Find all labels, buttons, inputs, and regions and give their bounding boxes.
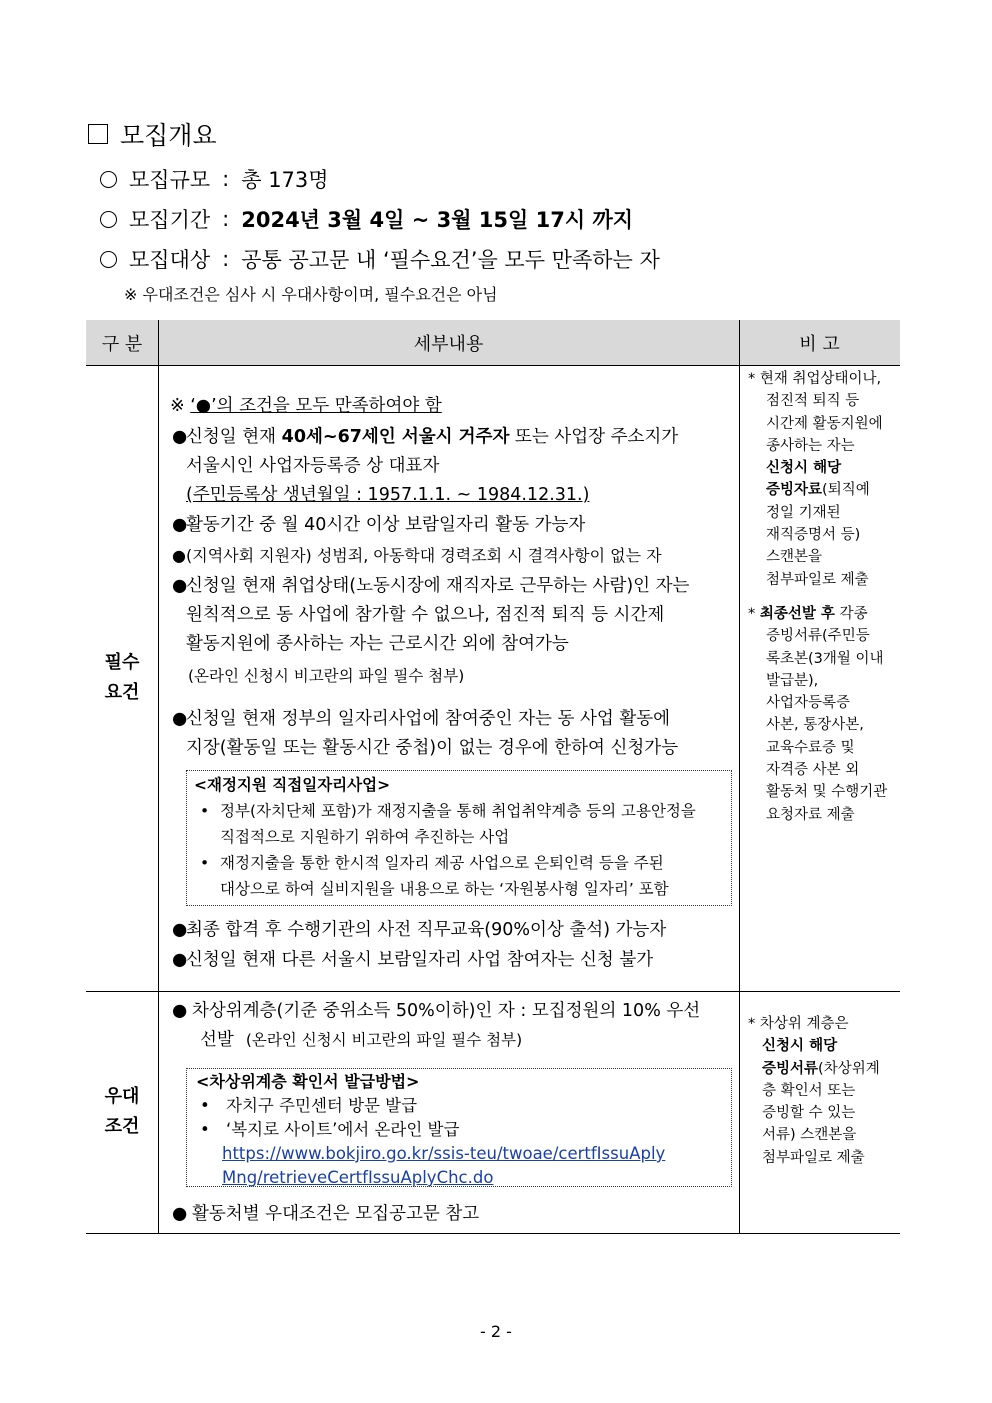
- text: 발급분),: [766, 672, 819, 689]
- required-item-7: [172, 946, 653, 975]
- section-title-text: 모집개요: [120, 121, 217, 150]
- bullet-dot-icon: •: [200, 802, 210, 820]
- text: 스캔본을: [766, 549, 823, 566]
- required-item-3: [172, 541, 662, 570]
- text: 대상으로 하여 실비지원을 내용으로 하는 ‘자원봉사형 일자리’ 포함: [220, 880, 669, 898]
- checkbox-square-icon: [88, 124, 108, 144]
- bullet-dot-icon: ●: [172, 709, 188, 729]
- section-title: [88, 116, 217, 152]
- required-item-2: [172, 511, 585, 540]
- text: 사본, 통장사본,: [766, 717, 864, 734]
- page-number: - 2 -: [480, 1322, 512, 1341]
- bullet-dot-icon: ●: [172, 515, 188, 535]
- certificate-method-content: [196, 1070, 665, 1190]
- attach-note: (온라인 신청시 비고란의 파일 필수 첨부): [188, 667, 465, 685]
- preferred-remarks: [748, 1013, 880, 1169]
- text: 증빙할 수 있는: [762, 1105, 856, 1122]
- required-item-5: [172, 705, 678, 763]
- scale-label: 모집규모: [129, 168, 211, 192]
- text: 증빙서류(주민등: [766, 628, 870, 645]
- required-item-6: [172, 916, 666, 945]
- text-bold: 증빙자료: [766, 482, 823, 499]
- bullet-dot-icon: ●: [172, 1204, 188, 1224]
- category-required: [86, 648, 158, 708]
- colon: :: [222, 247, 230, 271]
- required-remarks-2: [748, 603, 887, 826]
- category-line: 우대: [104, 1086, 140, 1107]
- text: 점진적 퇴직 등: [766, 393, 860, 410]
- bullet-dot-icon: ●: [172, 1001, 188, 1021]
- text-bold: 40세~67세인 서울시 거주자: [281, 427, 510, 447]
- period-value: 2024년 3월 4일 ~ 3월 15일 17시 까지: [241, 208, 634, 232]
- bullet-dot-icon: ●: [172, 920, 188, 940]
- overview-note: ※ 우대조건은 심사 시 우대사항이며, 필수요건은 아님: [124, 285, 498, 304]
- box-title: <재정지원 직접일자리사업>: [194, 776, 391, 794]
- text: 서울시인 사업자등록증 상 대표자: [186, 456, 440, 476]
- text: 교육수료증 및: [766, 739, 855, 756]
- text: 신청일 현재 취업상태(노동시장에 재직자로 근무하는 사람)인 자는: [186, 576, 690, 596]
- text: 첨부파일로 제출: [762, 1149, 865, 1166]
- required-item-1: [172, 423, 678, 510]
- circle-bullet-icon: [100, 211, 117, 228]
- bokjiro-link[interactable]: https://www.bokjiro.go.kr/ssis-teu/twoae/certfIssuAply: [222, 1144, 666, 1163]
- box-title: <차상위계층 확인서 발급방법>: [196, 1072, 420, 1091]
- text: * 현재 취업상태이나,: [748, 371, 882, 387]
- text: 신청일 현재: [186, 427, 282, 447]
- text: 자격증 사본 외: [766, 762, 860, 779]
- text: 서류) 스캔본을: [762, 1127, 857, 1144]
- category-line: 필수: [104, 652, 140, 673]
- text: 활동처 및 수행기관: [766, 784, 888, 801]
- text: * 차상위 계층은: [748, 1016, 849, 1032]
- text: 첨부파일로 제출: [766, 571, 869, 588]
- text: 층 확인서 또는: [762, 1082, 856, 1099]
- preferred-item-1: [172, 997, 700, 1055]
- text: 정부(자치단체 포함)가 재정지출을 통해 취업취약계층 등의 고용안정을: [220, 802, 696, 820]
- text: 요청자료 제출: [766, 806, 855, 823]
- bullet-dot-icon: •: [200, 1096, 210, 1115]
- text: 선발: [200, 1030, 234, 1050]
- text: 시간제 활동지원에: [766, 415, 883, 432]
- text: 종사하는 자는: [766, 437, 855, 454]
- text: 차상위계층(기준 중위소득 50%이하)인 자 : 모집정원의 10% 우선: [192, 1001, 701, 1021]
- circle-bullet-icon: [100, 251, 117, 268]
- text: *: [748, 606, 760, 622]
- text: 활동기간 중 월 40시간 이상 보람일자리 활동 가능자: [186, 515, 586, 535]
- divider: [86, 991, 900, 992]
- colon: :: [222, 207, 230, 231]
- bokjiro-link[interactable]: Mng/retrieveCertfIssuAplyChc.do: [222, 1168, 494, 1187]
- text: (차상위계: [818, 1060, 880, 1077]
- text-bold: 신청시 해당: [766, 460, 842, 477]
- note-mark: ※: [170, 396, 191, 416]
- text: 신청일 현재 정부의 일자리사업에 참여중인 자는 동 사업 활동에: [186, 709, 671, 729]
- required-remarks-1: [748, 368, 883, 591]
- overview-period: [100, 204, 633, 234]
- text: 사업자등록증: [766, 695, 851, 712]
- text: 록초본(3개월 이내: [766, 650, 884, 667]
- overview-scale: [100, 164, 329, 194]
- text-bold: 신청시 해당: [762, 1038, 838, 1055]
- category-preferred: [86, 1082, 158, 1142]
- text: 지장(활동일 또는 활동시간 중첩)이 없는 경우에 한하여 신청가능: [186, 738, 679, 758]
- text: 각종: [834, 606, 868, 622]
- text: 자치구 주민센터 방문 발급: [226, 1096, 418, 1115]
- bullet-dot-icon: ●: [172, 546, 186, 565]
- target-label: 모집대상: [129, 248, 211, 272]
- text: 신청일 현재 다른 서울시 보람일자리 사업 참여자는 신청 불가: [186, 950, 654, 970]
- text: (퇴직예: [822, 482, 870, 499]
- text: 또는 사업장 주소지가: [509, 427, 679, 447]
- required-note: [170, 392, 442, 421]
- text: ‘복지로 사이트’에서 온라인 발급: [226, 1120, 460, 1139]
- divider: [158, 320, 159, 1234]
- job-program-box-content: [194, 772, 696, 902]
- birthdate-range: (주민등록상 생년월일 : 1957.1.1. ~ 1984.12.31.): [186, 485, 590, 505]
- preferred-item-2: [172, 1200, 479, 1229]
- attach-note: (온라인 신청시 비고란의 파일 필수 첨부): [245, 1031, 523, 1049]
- target-value: 공통 공고문 내 ‘필수요건’을 모두 만족하는 자: [241, 248, 660, 272]
- text: 재직증명서 등): [766, 527, 861, 544]
- required-note-text: ‘●’의 조건을 모두 만족하여야 함: [190, 396, 442, 416]
- text: 원칙적으로 동 사업에 참가할 수 없으나, 점진적 퇴직 등 시간제: [186, 605, 665, 625]
- bullet-dot-icon: •: [200, 854, 210, 872]
- category-line: 요건: [104, 682, 140, 703]
- circle-bullet-icon: [100, 171, 117, 188]
- period-label: 모집기간: [129, 208, 211, 232]
- scale-value: 총 173명: [241, 168, 329, 192]
- text: 직접적으로 지원하기 위하여 추진하는 사업: [220, 828, 510, 846]
- text: 정일 기재된: [766, 504, 841, 521]
- divider: [739, 320, 740, 1234]
- text: 재정지출을 통한 한시적 일자리 제공 사업으로 은퇴인력 등을 주된: [220, 854, 664, 872]
- header-remarks: 비 고: [799, 334, 840, 355]
- text: (지역사회 지원자) 성범죄, 아동학대 경력조회 시 결격사항이 없는 자: [186, 546, 662, 565]
- header-category: 구 분: [101, 334, 143, 355]
- bullet-dot-icon: ●: [172, 427, 188, 447]
- colon: :: [222, 167, 230, 191]
- bullet-dot-icon: ●: [172, 950, 188, 970]
- required-item-4: [172, 572, 689, 691]
- text: 활동처별 우대조건은 모집공고문 참고: [192, 1204, 480, 1224]
- text: 활동지원에 종사하는 자는 근로시간 외에 참여가능: [186, 634, 569, 654]
- header-content: 세부내용: [413, 334, 484, 355]
- text-bold: 증빙서류: [762, 1060, 819, 1077]
- category-line: 조건: [104, 1116, 140, 1137]
- overview-target: [100, 244, 660, 274]
- bullet-dot-icon: •: [200, 1120, 210, 1139]
- text-bold: 최종선발 후: [759, 606, 835, 622]
- bullet-dot-icon: ●: [172, 576, 188, 596]
- text: 최종 합격 후 수행기관의 사전 직무교육(90%이상 출석) 가능자: [186, 920, 667, 940]
